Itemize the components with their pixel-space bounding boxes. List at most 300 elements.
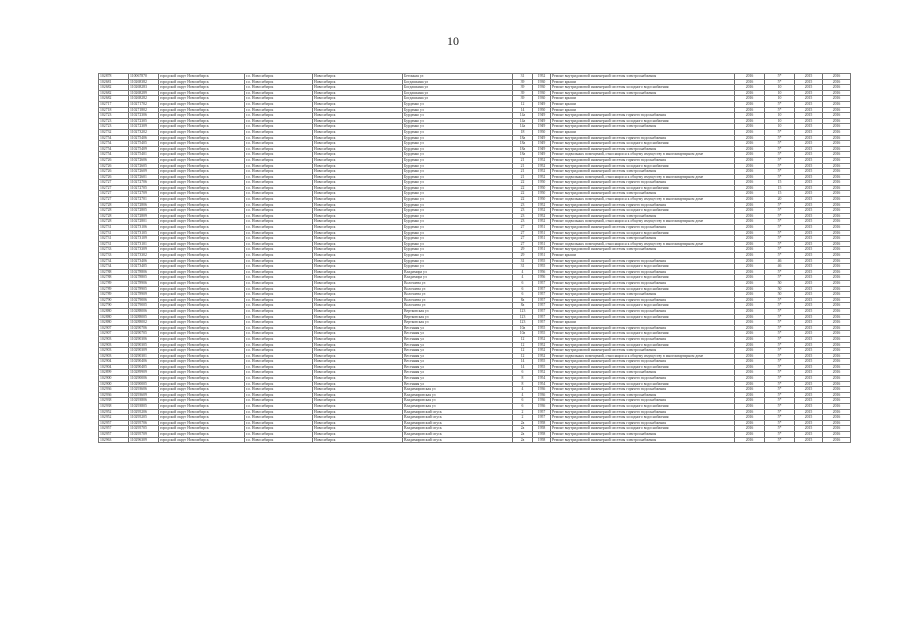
table-cell: 110273105 — [129, 230, 159, 236]
table-cell: Бурденко ул — [403, 152, 513, 158]
table-cell: 2015 — [795, 370, 823, 376]
table-cell: 110289909 — [129, 370, 159, 376]
table-cell: 2016 — [735, 314, 765, 320]
table-cell: 2016 — [823, 101, 851, 107]
table-cell: 6 — [513, 404, 533, 410]
table-cell: Бурденко ул — [403, 146, 513, 152]
table-cell: 2015 — [795, 303, 823, 309]
table-cell: Новосибирск — [313, 381, 403, 387]
table-cell: 5* — [765, 387, 795, 393]
table-cell: Ремонт внутридомовой инженерной системы горячего водоснабжения — [551, 225, 735, 231]
table-cell: Весенняя ул — [403, 342, 513, 348]
table-cell: 46 — [765, 264, 795, 270]
table-cell: 2016 — [735, 247, 765, 253]
table-cell: г.о. Новосибирск — [245, 336, 313, 342]
table-cell: г.о. Новосибирск — [245, 74, 313, 80]
table-cell: городской округ Новосибирск — [159, 269, 245, 275]
table-cell: Новосибирск — [313, 197, 403, 203]
table-cell: Ремонт подвальных помещений, относящихся к общему имуществу в многоквартирном доме — [551, 353, 735, 359]
table-cell: 1955 — [533, 364, 551, 370]
table-cell: 2015 — [795, 169, 823, 175]
table-cell: Новосибирск — [313, 387, 403, 393]
table-cell: 2015 — [795, 163, 823, 169]
table-cell: 102907 — [99, 331, 129, 337]
table-cell: Ремонт внутридомовой инженерной системы электроснабжения — [551, 146, 735, 152]
table-cell: 2016 — [735, 225, 765, 231]
table-cell: 110295709 — [129, 432, 159, 438]
table-cell: 5* — [765, 348, 795, 354]
table-cell: 1952 — [533, 74, 551, 80]
table-cell: городской округ Новосибирск — [159, 415, 245, 421]
table-cell: г.о. Новосибирск — [245, 113, 313, 119]
table-cell: Ремонт внутридомовой инженерной системы горячего водоснабжения — [551, 135, 735, 141]
table-cell: Новосибирск — [313, 241, 403, 247]
table-cell: 39 — [513, 85, 533, 91]
table-cell: 27 — [513, 230, 533, 236]
table-cell: 2016 — [735, 197, 765, 203]
table-cell: Волочаева ул — [403, 303, 513, 309]
table-cell: городской округ Новосибирск — [159, 392, 245, 398]
table-cell: 2016 — [823, 404, 851, 410]
table-cell: 12 — [513, 342, 533, 348]
table-cell: 2016 — [823, 353, 851, 359]
table-cell: 5* — [765, 359, 795, 365]
table-cell: 2016 — [823, 213, 851, 219]
table-cell: г.о. Новосибирск — [245, 90, 313, 96]
table-cell: Новосибирск — [313, 364, 403, 370]
table-cell: 102728 — [99, 208, 129, 214]
table-cell: Владимира ул — [403, 269, 513, 275]
table-cell: 1957 — [533, 314, 551, 320]
table-cell: городской округ Новосибирск — [159, 213, 245, 219]
table-cell: Бурденко ул — [403, 163, 513, 169]
table-cell: 5* — [765, 141, 795, 147]
table-cell: 6 — [513, 398, 533, 404]
table-cell: 2016 — [735, 90, 765, 96]
table-cell: Ремонт внутридомовой инженерной системы горячего водоснабжения — [551, 387, 735, 393]
table-cell: 110268282 — [129, 96, 159, 102]
table-cell: Новосибирск — [313, 325, 403, 331]
table-cell: Бурденко ул — [403, 208, 513, 214]
table-cell: 2016 — [823, 118, 851, 124]
table-cell: 2016 — [735, 364, 765, 370]
table-cell: 2016 — [735, 124, 765, 130]
table-cell: 110272809 — [129, 213, 159, 219]
table-cell: 102733 — [99, 253, 129, 259]
table-cell: 110295705 — [129, 426, 159, 432]
table-cell: 110293609 — [129, 392, 159, 398]
table-cell: 5* — [765, 314, 795, 320]
table-cell: городской округ Новосибирск — [159, 180, 245, 186]
table-cell: г.о. Новосибирск — [245, 314, 313, 320]
table-cell: городской округ Новосибирск — [159, 280, 245, 286]
table-cell: городской округ Новосибирск — [159, 90, 245, 96]
table-cell: Новосибирск — [313, 275, 403, 281]
table-cell: 2015 — [795, 79, 823, 85]
table-cell: 5* — [765, 381, 795, 387]
table-cell: Новосибирск — [313, 359, 403, 365]
table-cell: Владимировский спуск — [403, 437, 513, 443]
table-cell: 50 — [765, 280, 795, 286]
table-cell: 2016 — [735, 253, 765, 259]
table-cell: 102726 — [99, 157, 129, 163]
table-cell: городской округ Новосибирск — [159, 124, 245, 130]
table-cell: 1936 — [533, 392, 551, 398]
table-cell: 110272609 — [129, 169, 159, 175]
table-cell: 102731 — [99, 236, 129, 242]
table-cell: 2016 — [823, 146, 851, 152]
table-cell: 110279005 — [129, 303, 159, 309]
table-cell: Весенняя ул — [403, 364, 513, 370]
table-cell: городской округ Новосибирск — [159, 253, 245, 259]
table-cell: 110296309 — [129, 437, 159, 443]
table-cell: Новосибирск — [313, 353, 403, 359]
table-cell: 2015 — [795, 292, 823, 298]
table-cell: г.о. Новосибирск — [245, 275, 313, 281]
table-cell: Новосибирск — [313, 230, 403, 236]
table-cell: г.о. Новосибирск — [245, 118, 313, 124]
table-cell: Новосибирск — [313, 320, 403, 326]
table-cell: 23 — [513, 213, 533, 219]
table-cell: 2015 — [795, 381, 823, 387]
table-cell: Владимира ул — [403, 275, 513, 281]
table-cell: городской округ Новосибирск — [159, 236, 245, 242]
table-cell: г.о. Новосибирск — [245, 364, 313, 370]
table-cell: Новосибирск — [313, 415, 403, 421]
table-cell: Вертковская ул — [403, 314, 513, 320]
table-cell: Ремонт внутридомовой инженерной системы холодного водоснабжения — [551, 163, 735, 169]
table-cell: 2015 — [795, 113, 823, 119]
table-cell: 2016 — [735, 392, 765, 398]
table-cell: г.о. Новосибирск — [245, 353, 313, 359]
table-cell: 2016 — [823, 308, 851, 314]
table-cell: 21 — [513, 174, 533, 180]
table-cell: городской округ Новосибирск — [159, 101, 245, 107]
table-cell: 50 — [765, 286, 795, 292]
table-cell: 2016 — [735, 359, 765, 365]
table-cell: 2015 — [795, 280, 823, 286]
table-cell: 2016 — [735, 74, 765, 80]
table-cell: 102718 — [99, 107, 129, 113]
table-cell: 102682 — [99, 96, 129, 102]
table-cell: 2016 — [735, 342, 765, 348]
table-cell: 2016 — [735, 241, 765, 247]
table-cell: г.о. Новосибирск — [245, 180, 313, 186]
table-cell: Ремонт внутридомовой инженерной системы холодного водоснабжения — [551, 141, 735, 147]
table-cell: Новосибирск — [313, 247, 403, 253]
table-cell: 5* — [765, 426, 795, 432]
table-cell: 102727 — [99, 180, 129, 186]
table-cell: 2016 — [823, 280, 851, 286]
table-cell: 5* — [765, 163, 795, 169]
table-cell: 2016 — [735, 219, 765, 225]
table-cell: 2015 — [795, 269, 823, 275]
table-cell: 14 — [513, 107, 533, 113]
table-cell: городской округ Новосибирск — [159, 359, 245, 365]
table-cell: 2015 — [795, 118, 823, 124]
table-cell: Владимировский спуск — [403, 415, 513, 421]
table-cell: 22 — [513, 197, 533, 203]
table-cell: Новосибирск — [313, 174, 403, 180]
table-cell: Владимировская ул — [403, 387, 513, 393]
table-cell: 102904 — [99, 364, 129, 370]
table-cell: г.о. Новосибирск — [245, 197, 313, 203]
table-cell: городской округ Новосибирск — [159, 314, 245, 320]
table-cell: Волочаева ул — [403, 286, 513, 292]
table-cell: 18а — [513, 152, 533, 158]
table-cell: 1952 — [533, 353, 551, 359]
table-cell: 2016 — [823, 236, 851, 242]
table-cell: г.о. Новосибирск — [245, 409, 313, 415]
table-cell: 102727 — [99, 191, 129, 197]
table-cell: г.о. Новосибирск — [245, 269, 313, 275]
table-cell: 2016 — [823, 107, 851, 113]
table-cell: г.о. Новосибирск — [245, 392, 313, 398]
table-cell: 46 — [765, 258, 795, 264]
table-cell: 2016 — [823, 320, 851, 326]
table-cell: 102957 — [99, 426, 129, 432]
table-cell: 110273302 — [129, 253, 159, 259]
table-cell: 2016 — [735, 85, 765, 91]
table-cell: 102900 — [99, 381, 129, 387]
table-cell: 110273202 — [129, 129, 159, 135]
table-cell: Новосибирск — [313, 432, 403, 438]
table-cell: Новосибирск — [313, 113, 403, 119]
table-cell: 2016 — [735, 208, 765, 214]
table-cell: 5* — [765, 169, 795, 175]
table-cell: 110290406 — [129, 359, 159, 365]
table-cell: 2015 — [795, 420, 823, 426]
table-cell: Бурденко ул — [403, 174, 513, 180]
table-cell: г.о. Новосибирск — [245, 348, 313, 354]
table-cell: 21 — [513, 163, 533, 169]
table-cell: Новосибирск — [313, 286, 403, 292]
table-cell: 102723 — [99, 124, 129, 130]
table-cell: городской округ Новосибирск — [159, 96, 245, 102]
table-cell: 18а — [513, 146, 533, 152]
table-cell: городской округ Новосибирск — [159, 336, 245, 342]
table-cell: 5* — [765, 420, 795, 426]
table-cell: 2015 — [795, 364, 823, 370]
table-cell: Ремонт внутридомовой инженерной системы горячего водоснабжения — [551, 336, 735, 342]
table-cell: г.о. Новосибирск — [245, 376, 313, 382]
table-cell: 6 — [513, 292, 533, 298]
table-cell: 10 — [765, 96, 795, 102]
table-cell: г.о. Новосибирск — [245, 146, 313, 152]
table-cell: г.о. Новосибирск — [245, 325, 313, 331]
table-cell: 1952 — [533, 370, 551, 376]
table-cell: 5* — [765, 269, 795, 275]
table-cell: г.о. Новосибирск — [245, 258, 313, 264]
table-cell: городской округ Новосибирск — [159, 320, 245, 326]
table-cell: 102731 — [99, 225, 129, 231]
table-cell: 2016 — [735, 180, 765, 186]
table-cell: Владимировская ул — [403, 392, 513, 398]
table-cell: 2015 — [795, 213, 823, 219]
table-cell: 1951 — [533, 253, 551, 259]
table-cell: Новосибирск — [313, 107, 403, 113]
table-cell: Бурденко ул — [403, 185, 513, 191]
table-cell: Новосибирск — [313, 370, 403, 376]
table-cell: 102938 — [99, 404, 129, 410]
table-cell: 2016 — [823, 420, 851, 426]
table-cell: Богдашкина ул — [403, 85, 513, 91]
table-cell: 1957 — [533, 320, 551, 326]
table-cell: городской округ Новосибирск — [159, 129, 245, 135]
table-cell: городской округ Новосибирск — [159, 169, 245, 175]
table-cell: Ремонт внутридомовой инженерной системы холодного водоснабжения — [551, 314, 735, 320]
table-cell: 1930 — [533, 96, 551, 102]
table-cell: Ремонт подвальных помещений, относящихся к общему имуществу в многоквартирном доме — [551, 174, 735, 180]
table-cell: городской округ Новосибирск — [159, 353, 245, 359]
table-cell: Ремонт внутридомовой инженерной системы горячего водоснабжения — [551, 280, 735, 286]
table-cell: 110273101 — [129, 241, 159, 247]
table-cell: городской округ Новосибирск — [159, 331, 245, 337]
table-cell: Ремонт внутридомовой инженерной системы холодного водоснабжения — [551, 303, 735, 309]
table-cell: 5* — [765, 236, 795, 242]
table-cell: 102904 — [99, 359, 129, 365]
table-cell: Весенняя ул — [403, 325, 513, 331]
table-cell: городской округ Новосибирск — [159, 409, 245, 415]
table-cell: Новосибирск — [313, 280, 403, 286]
table-cell: 2015 — [795, 325, 823, 331]
table-cell: 5* — [765, 135, 795, 141]
table-cell: 102754 — [99, 146, 129, 152]
table-cell: Новосибирск — [313, 426, 403, 432]
table-cell: 2016 — [823, 437, 851, 443]
table-cell: 8 — [513, 376, 533, 382]
table-cell: Богдашкина ул — [403, 90, 513, 96]
table-cell: 110290005 — [129, 381, 159, 387]
table-cell: 1957 — [533, 415, 551, 421]
table-cell: 102788 — [99, 275, 129, 281]
table-cell: 2015 — [795, 96, 823, 102]
table-cell: 5* — [765, 392, 795, 398]
table-cell: городской округ Новосибирск — [159, 275, 245, 281]
table-cell: 2016 — [823, 141, 851, 147]
table-cell: 110288006 — [129, 308, 159, 314]
table-cell: Весенняя ул — [403, 336, 513, 342]
table-cell: 10а — [513, 325, 533, 331]
table-cell: 110293606 — [129, 387, 159, 393]
table-cell: Волочаева ул — [403, 297, 513, 303]
table-cell: Новосибирск — [313, 225, 403, 231]
table-cell: 2015 — [795, 264, 823, 270]
table-cell: Весенняя ул — [403, 376, 513, 382]
table-cell: г.о. Новосибирск — [245, 191, 313, 197]
table-cell: Бурденко ул — [403, 113, 513, 119]
table-cell: 31 — [513, 74, 533, 80]
table-cell: 2016 — [823, 85, 851, 91]
table-cell: 5* — [765, 297, 795, 303]
table-cell: 8а — [513, 303, 533, 309]
table-cell: 27 — [513, 241, 533, 247]
table-cell: 2016 — [823, 303, 851, 309]
table-cell: 20 — [765, 197, 795, 203]
table-cell: 1952 — [533, 157, 551, 163]
table-cell: 18а — [513, 141, 533, 147]
table-cell: Новосибирск — [313, 292, 403, 298]
table-cell: 2016 — [823, 426, 851, 432]
table-cell: 1958 — [533, 432, 551, 438]
table-cell: Ремонт внутридомовой инженерной системы горячего водоснабжения — [551, 398, 735, 404]
table-cell: 2015 — [795, 180, 823, 186]
table-cell: Ремонт внутридомовой инженерной системы холодного водоснабжения — [551, 230, 735, 236]
table-cell: 2016 — [735, 426, 765, 432]
table-cell: городской округ Новосибирск — [159, 308, 245, 314]
table-cell: Ремонт подвальных помещений, относящихся к общему имуществу в многоквартирном доме — [551, 219, 735, 225]
table-cell: 2015 — [795, 376, 823, 382]
table-cell: 110290309 — [129, 348, 159, 354]
table-cell: Ремонт подвальных помещений, относящихся к общему имуществу в многоквартирном доме — [551, 241, 735, 247]
table-cell: 110272805 — [129, 208, 159, 214]
table-cell: 2016 — [823, 247, 851, 253]
table-cell: Ремонт внутридомовой инженерной системы холодного водоснабжения — [551, 286, 735, 292]
table-cell: городской округ Новосибирск — [159, 225, 245, 231]
table-cell: г.о. Новосибирск — [245, 124, 313, 130]
table-cell: городской округ Новосибирск — [159, 381, 245, 387]
table-cell: Бурденко ул — [403, 258, 513, 264]
table-cell: 29 — [513, 247, 533, 253]
table-cell: 110290706 — [129, 325, 159, 331]
table-cell: 5* — [765, 241, 795, 247]
table-cell: г.о. Новосибирск — [245, 292, 313, 298]
table-cell: 1952 — [533, 163, 551, 169]
table-cell: Ремонт внутридомовой инженерной системы горячего водоснабжения — [551, 308, 735, 314]
table-cell: 2016 — [823, 376, 851, 382]
table-cell: 1949 — [533, 152, 551, 158]
table-cell: 2015 — [795, 152, 823, 158]
table-cell: Новосибирск — [313, 420, 403, 426]
table-cell: 2015 — [795, 141, 823, 147]
table-cell: городской округ Новосибирск — [159, 174, 245, 180]
table-cell: Бурденко ул — [403, 157, 513, 163]
table-cell: г.о. Новосибирск — [245, 437, 313, 443]
table-cell: Ремонт внутридомовой инженерной системы горячего водоснабжения — [551, 420, 735, 426]
table-cell: 10 — [765, 118, 795, 124]
table-cell: 1957 — [533, 280, 551, 286]
table-cell: 2016 — [735, 297, 765, 303]
table-cell: Новосибирск — [313, 308, 403, 314]
table-cell: 2015 — [795, 225, 823, 231]
table-cell: 2016 — [823, 286, 851, 292]
table-cell: Ремонт внутридомовой инженерной системы холодного водоснабжения — [551, 185, 735, 191]
table-cell: Бурденко ул — [403, 101, 513, 107]
table-cell: 2016 — [823, 258, 851, 264]
table-cell: 12 — [513, 348, 533, 354]
table-cell: 1955 — [533, 359, 551, 365]
table-cell: Бурденко ул — [403, 241, 513, 247]
table-cell: 1957 — [533, 286, 551, 292]
table-cell: 2015 — [795, 432, 823, 438]
table-cell: 2016 — [823, 275, 851, 281]
table-cell: городской округ Новосибирск — [159, 292, 245, 298]
table-cell: 23 — [513, 202, 533, 208]
table-cell: г.о. Новосибирск — [245, 230, 313, 236]
table-cell: Новосибирск — [313, 124, 403, 130]
table-cell: Ремонт внутридомовой инженерной системы холодного водоснабжения — [551, 342, 735, 348]
table-cell: 110293805 — [129, 404, 159, 410]
table-cell: 5* — [765, 336, 795, 342]
table-cell: г.о. Новосибирск — [245, 297, 313, 303]
table-cell: 8 — [513, 381, 533, 387]
table-cell: 2016 — [735, 303, 765, 309]
table-cell: г.о. Новосибирск — [245, 308, 313, 314]
table-cell: 2016 — [823, 392, 851, 398]
table-cell: 12 — [513, 101, 533, 107]
table-cell: 110268283 — [129, 85, 159, 91]
table-cell: 1951 — [533, 236, 551, 242]
